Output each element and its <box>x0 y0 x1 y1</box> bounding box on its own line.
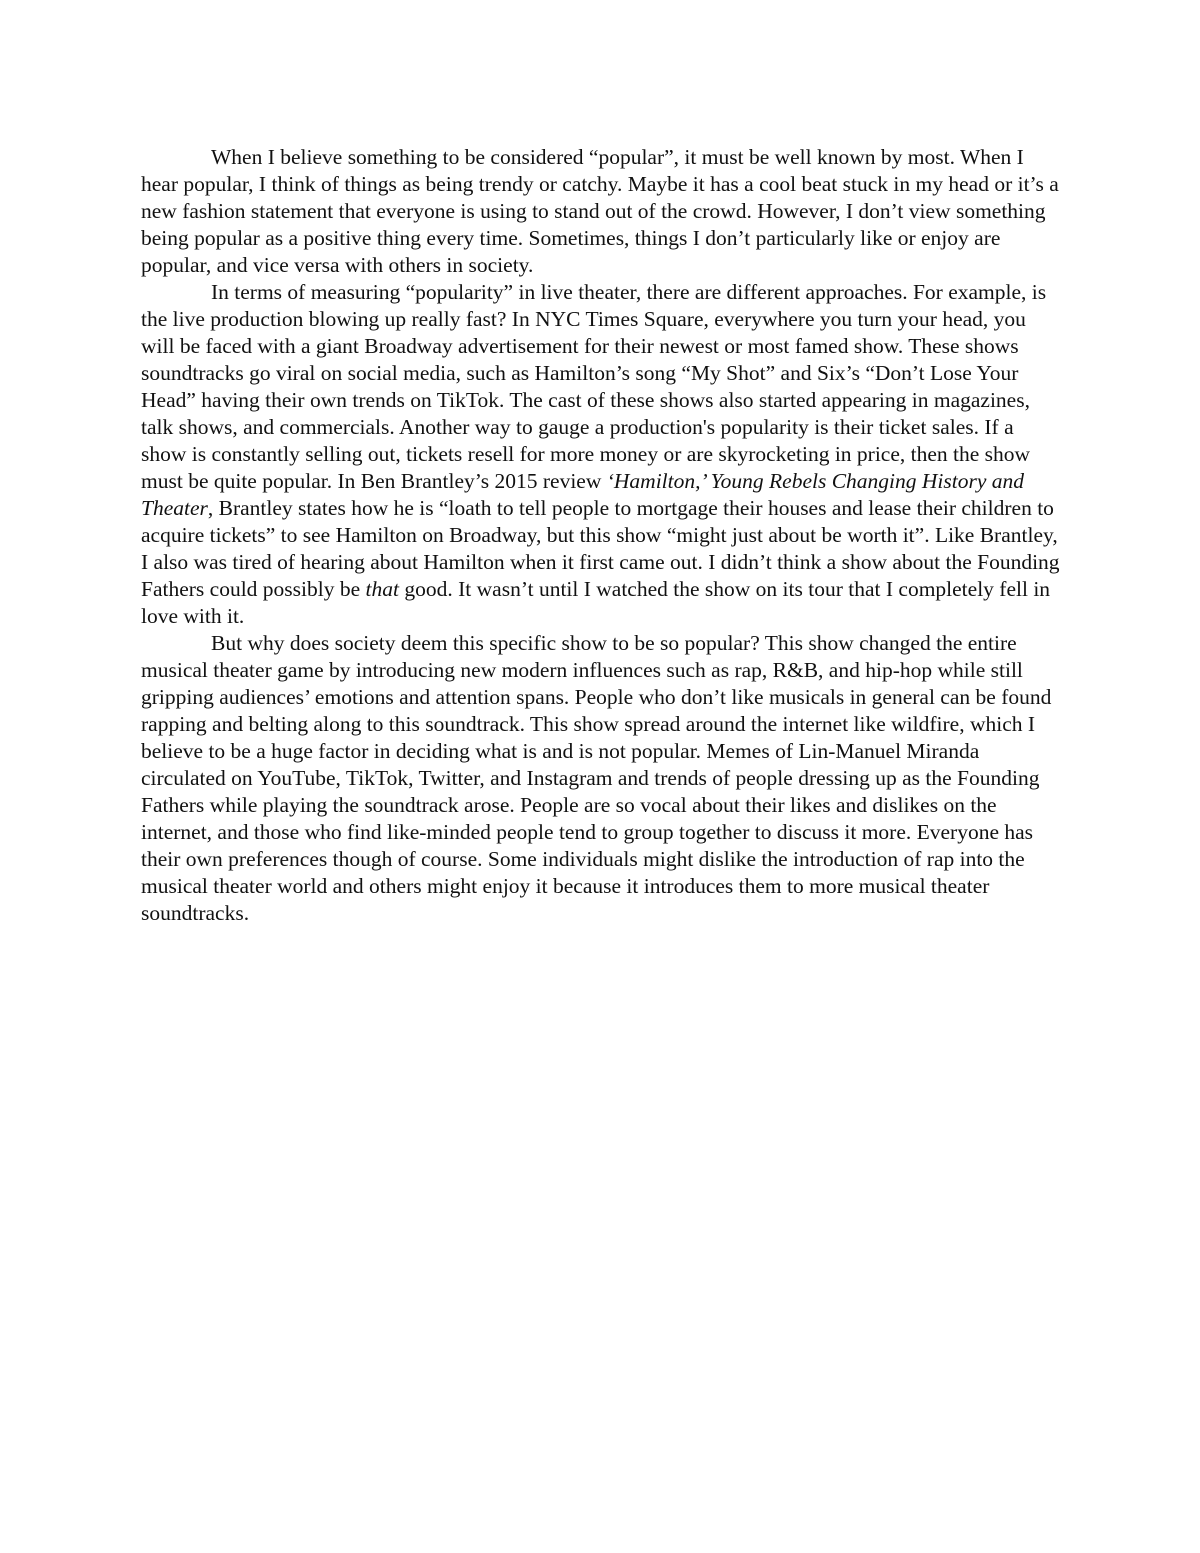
emphasis-word: that <box>365 577 399 601</box>
paragraph-text: , Brantley states how he is “loath to tell people to mortgage their houses and lease their children to acquire tickets” to see Hamilton on Broadway, but this show “might just about be worth it”. Like Brantley, I also was tired of hearing about Hamilton when it first came out. I didn’t think a show about the Founding Fathers could possibly be <box>141 496 1060 601</box>
review-title: ‘Hamilton,’ Young Rebels Changing History and Theater <box>141 469 1025 520</box>
paragraph-measuring-popularity <box>141 279 1061 630</box>
essay-body <box>141 144 1061 927</box>
paragraph-text: good. It wasn’t until I watched the show on its tour that I completely fell in love with it. <box>141 577 1051 628</box>
paragraph-text: When I believe something to be considered “popular”, it must be well known by most. When I hear popular, I think of things as being trendy or catchy. Maybe it has a cool beat stuck in my head or it’s a new fashion statement that everyone is using to stand out of the crowd. However, I don’t view something being popular as a positive thing every time. Sometimes, things I don’t particularly like or enjoy are popular, and vice versa with others in society. <box>141 145 1059 277</box>
paragraph-why-popular <box>141 630 1061 927</box>
paragraph-text: But why does society deem this specific show to be so popular? This show changed the entire musical theater game by introducing new modern influences such as rap, R&B, and hip-hop while still gripping audiences’ emotions and attention spans. People who don’t like musicals in general can be found rapping and belting along to this soundtrack. This show spread around the internet like wildfire, which I believe to be a huge factor in deciding what is and is not popular. Memes of Lin-Manuel Miranda circulated on YouTube, TikTok, Twitter, and Instagram and trends of people dressing up as the Founding Fathers while playing the soundtrack arose. People are so vocal about their likes and dislikes on the internet, and those who find like-minded people tend to group together to discuss it more. Everyone has their own preferences though of course. Some individuals might dislike the introduction of rap into the musical theater world and others might enjoy it because it introduces them to more musical theater soundtracks. <box>141 631 1052 925</box>
paragraph-text: In terms of measuring “popularity” in live theater, there are different approaches. For example, is the live production blowing up really fast? In NYC Times Square, everywhere you turn your head, you will be faced with a giant Broadway advertisement for their newest or most famed show. These shows soundtracks go viral on social media, such as Hamilton’s song “My Shot” and Six’s “Don’t Lose Your Head” having their own trends on TikTok. The cast of these shows also started appearing in magazines, talk shows, and commercials. Another way to gauge a production's popularity is their ticket sales. If a show is constantly selling out, tickets resell for more money or are skyrocketing in price, then the show must be quite popular. In Ben Brantley’s 2015 review <box>141 280 1047 493</box>
paragraph-popularity-definition <box>141 144 1061 279</box>
